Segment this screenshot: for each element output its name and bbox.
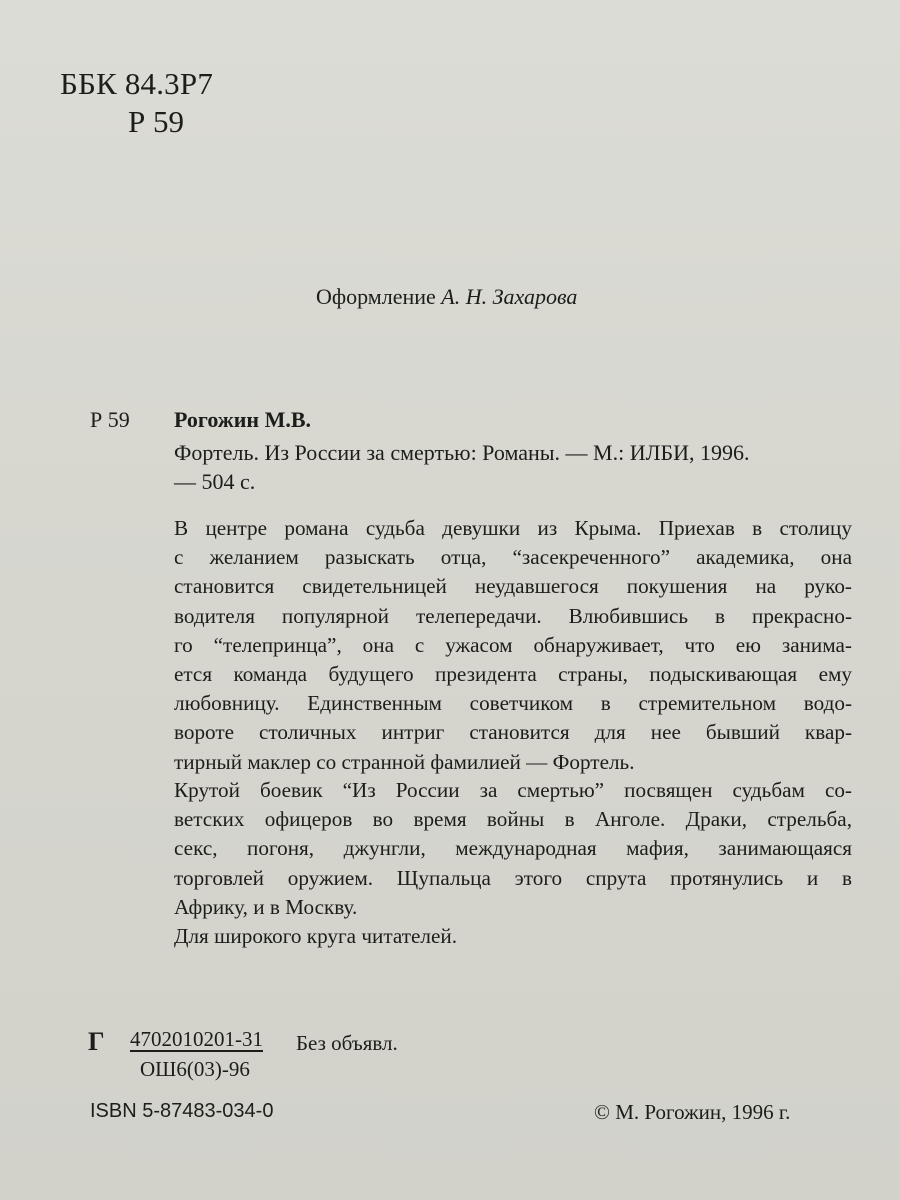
design-credit-label: Оформление	[316, 284, 436, 309]
entry-author: Рогожин М.В.	[174, 407, 312, 432]
annotation-line: Африку, и в Москву.	[174, 894, 358, 919]
annotation-line: вороте столичных интриг становится для нее бывший квар-	[174, 720, 852, 745]
annotation-line: водителя популярной телепередачи. Влюбившись в прекрасно-	[174, 603, 852, 628]
bibliography-line: Фортель. Из России за смертью: Романы. — М.: ИЛБИ, 1996.	[174, 440, 750, 465]
design-credit-name: А. Н. Захарова	[441, 284, 578, 309]
publication-number-top: 4702010201-31	[130, 1027, 263, 1051]
annotation-line: с желанием разыскать отца, “засекреченного” академика, она	[174, 545, 852, 570]
bibliography-line: — 504 с.	[174, 469, 256, 494]
design-credit	[316, 284, 577, 310]
bbk-code: ББК 84.3Р7	[60, 66, 214, 101]
annotation-line: го “телепринца”, она с ужасом обнаруживает, что ею занима-	[174, 632, 852, 657]
isbn: ISBN 5-87483-034-0	[90, 1100, 274, 1122]
catalog-index: Р 59	[128, 104, 184, 139]
annotation-paragraph-2	[174, 776, 852, 951]
bibliographic-description	[174, 438, 864, 496]
annotation-line: ветских офицеров во время войны в Анголе. Драки, стрельба,	[174, 807, 852, 832]
copyright-notice: © М. Рогожин, 1996 г.	[594, 1100, 791, 1124]
publication-number-bottom: ОШ6(03)-96	[140, 1057, 250, 1081]
annotation-paragraph-1	[174, 514, 852, 777]
no-advert-note: Без объявл.	[296, 1031, 398, 1055]
entry-code: Р 59	[90, 407, 130, 432]
annotation-line: ется команда будущего президента страны, подыскивающая ему	[174, 662, 852, 687]
annotation-line: секс, погоня, джунгли, международная мафия, занимающаяся	[174, 836, 852, 861]
annotation-line: В центре романа судьба девушки из Крыма. Приехав в столицу	[174, 516, 852, 540]
annotation-line: любовницу. Единственным советчиком в стремительном водо-	[174, 691, 852, 716]
annotation-line: Крутой боевик “Из России за смертью” посвящен судьбам со-	[174, 778, 852, 802]
g-symbol: Г	[88, 1027, 105, 1056]
annotation-line: торговлей оружием. Щупальца этого спрута протянулись и в	[174, 865, 852, 890]
annotation-line: Для широкого круга читателей.	[174, 924, 458, 949]
annotation-line: тирный маклер со странной фамилией — Фортель.	[174, 749, 635, 774]
annotation-line: становится свидетельницей неудавшегося покушения на руко-	[174, 574, 852, 599]
